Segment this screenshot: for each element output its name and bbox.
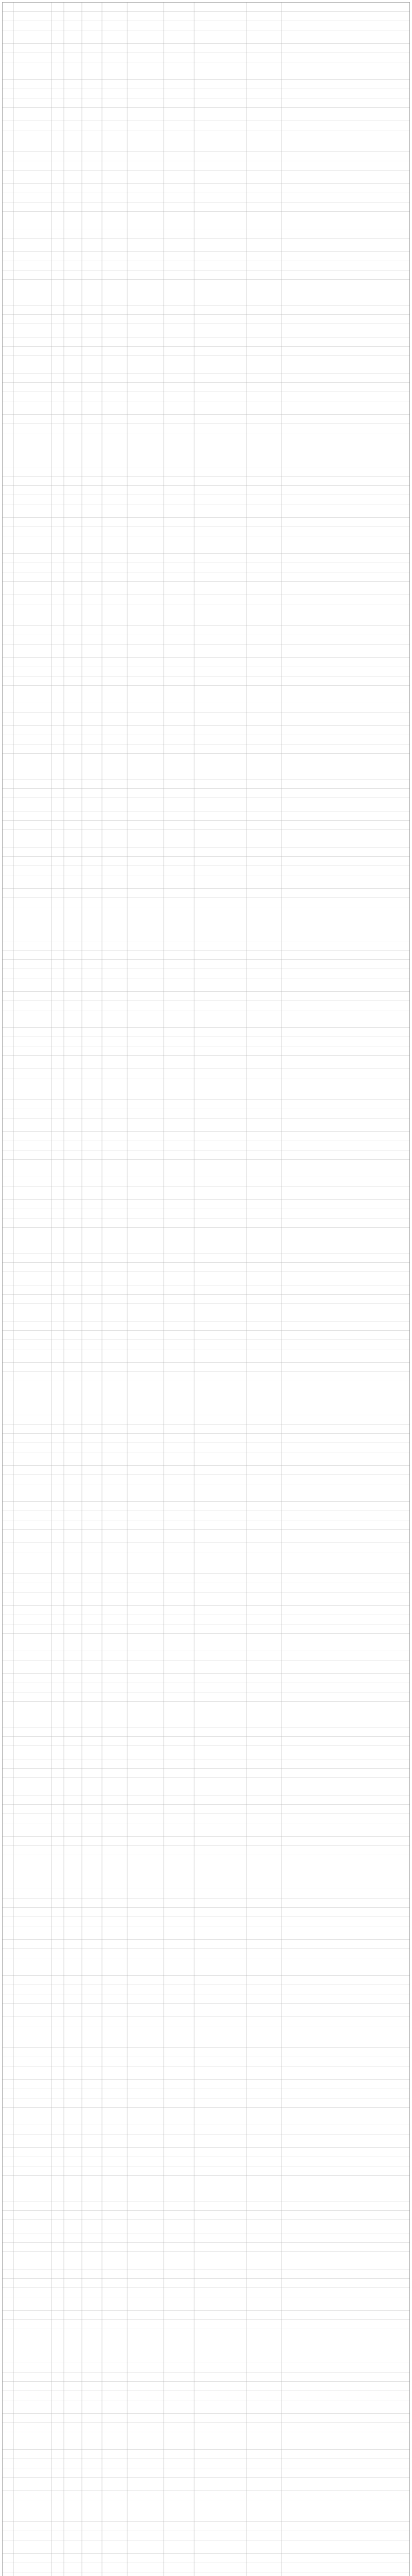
row-divider-lines xyxy=(3,12,410,2576)
column-divider-lines xyxy=(13,3,282,2576)
table-outer-border xyxy=(3,3,410,2576)
